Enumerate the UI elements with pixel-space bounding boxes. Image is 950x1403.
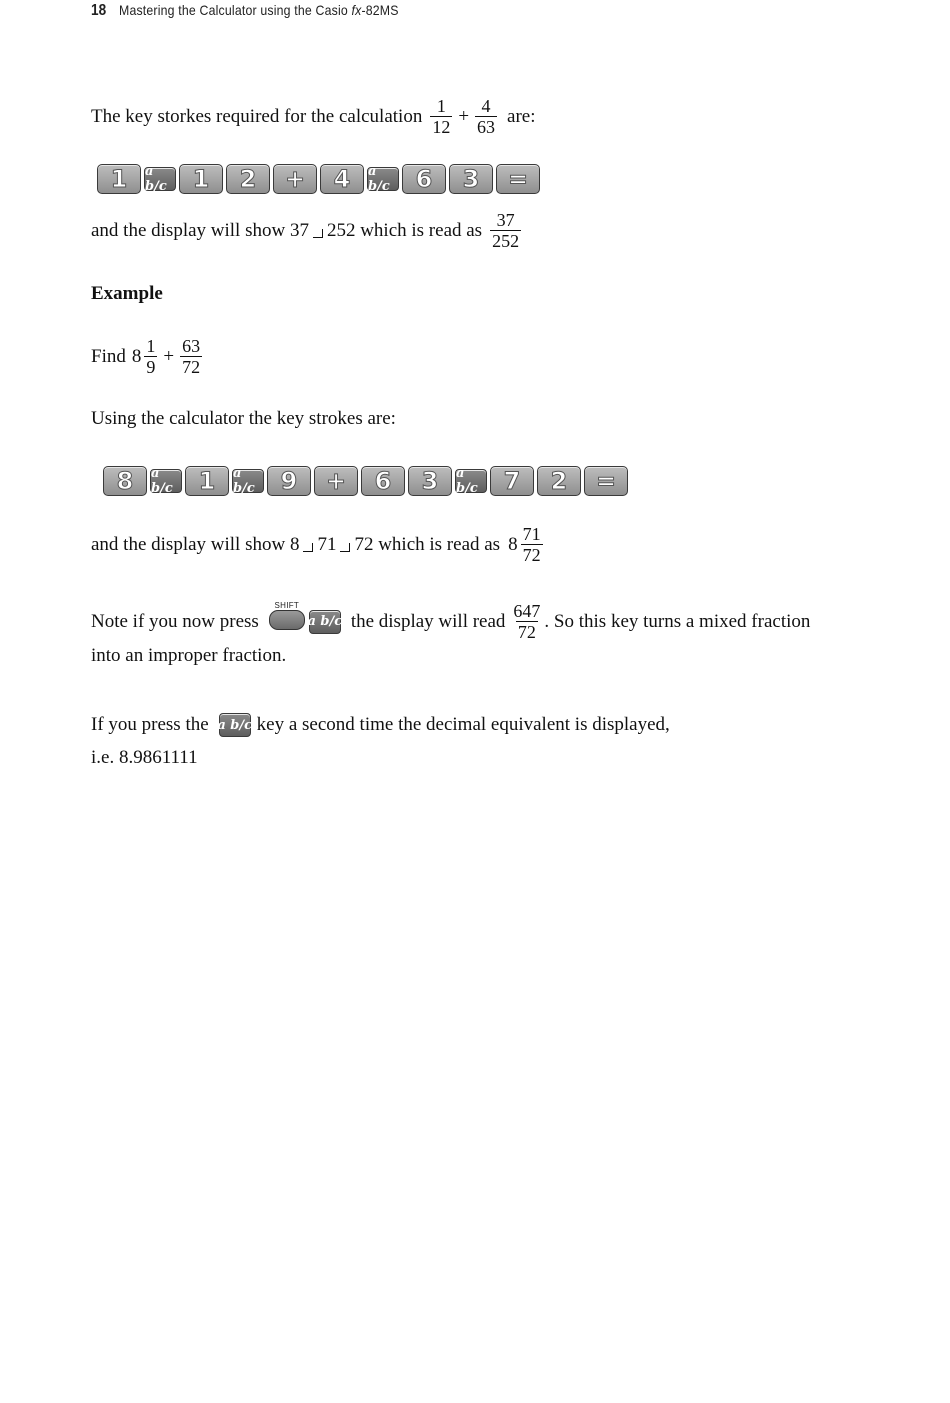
key-sequence-2 (103, 466, 628, 496)
paragraph-keystrokes-2: Using the calculator the key strokes are: (91, 408, 396, 429)
key-3: 3 (408, 466, 452, 496)
fraction-1-9: $\frac{1}{9}$ (146, 336, 156, 377)
example-heading: Example (91, 283, 163, 304)
fraction-63-72: $\frac{63}{72}$ (182, 336, 201, 377)
key-4: 4 (320, 164, 364, 194)
key-3: 3 (449, 164, 493, 194)
fraction-4-63: $\frac{4}{63}$ (477, 96, 496, 137)
shift-button-icon (269, 610, 305, 630)
key-8: 8 (103, 466, 147, 496)
fraction-71-72: $\frac{71}{72}$ (522, 524, 541, 565)
paragraph-find: Find 8 $\frac{1}{9}$ + $\frac{63}{72}$ (91, 336, 201, 377)
page-number: 18 (91, 2, 107, 19)
key-9: 9 (267, 466, 311, 496)
running-title: Mastering the Calculator using the Casio fx-82MS (118, 2, 399, 18)
paragraph-improper: into an improper fraction. (91, 645, 287, 666)
key-plus: + (314, 466, 358, 496)
key-fraction: a b/c (144, 167, 176, 191)
key-1: 1 (179, 164, 223, 194)
fraction-separator-icon (340, 543, 350, 552)
fraction-1-12: $\frac{1}{12}$ (432, 96, 451, 137)
key-1: 1 (97, 164, 141, 194)
key-fraction: a b/c (232, 469, 264, 493)
fraction-separator-icon (313, 229, 323, 238)
fraction-647-72: $\frac{647}{72}$ (513, 601, 541, 642)
key-sequence-1 (97, 164, 540, 194)
key-fraction: a b/c (150, 469, 182, 493)
paragraph-keystrokes-intro: The key storkes required for the calculation $\frac{1}{12}$ + $\frac{4}{63}$ are: (91, 96, 536, 137)
fraction-separator-icon (303, 543, 313, 552)
key-6: 6 (402, 164, 446, 194)
key-fraction: a b/c (309, 610, 341, 634)
key-equals: = (496, 164, 540, 194)
paragraph-display-result-2: and the display will show 8 71 72 which is read as 8 $\frac{71}{72}$ (91, 524, 541, 565)
key-fraction: a b/c (219, 713, 251, 737)
key-2: 2 (226, 164, 270, 194)
page-header (91, 2, 437, 22)
paragraph-decimal: i.e. 8.9861111 (91, 747, 198, 768)
fraction-37-252: $\frac{37}{252}$ (492, 210, 520, 251)
key-7: 7 (490, 466, 534, 496)
paragraph-display-result-1: and the display will show 37 252 which is read as $\frac{37}{252}$ (91, 210, 520, 251)
paragraph-second-press: If you press the a b/c key a second time the decimal equivalent is displayed, (91, 714, 670, 735)
key-equals: = (584, 466, 628, 496)
key-fraction: a b/c (367, 167, 399, 191)
key-6: 6 (361, 466, 405, 496)
shift-key: SHIFT (269, 601, 305, 630)
key-fraction: a b/c (455, 469, 487, 493)
key-2: 2 (537, 466, 581, 496)
paragraph-shift-note: Note if you now press SHIFT a b/c the display will read $\frac{647}{72}$ . So this key turns a mixed fraction (91, 601, 811, 642)
key-1: 1 (185, 466, 229, 496)
key-plus: + (273, 164, 317, 194)
